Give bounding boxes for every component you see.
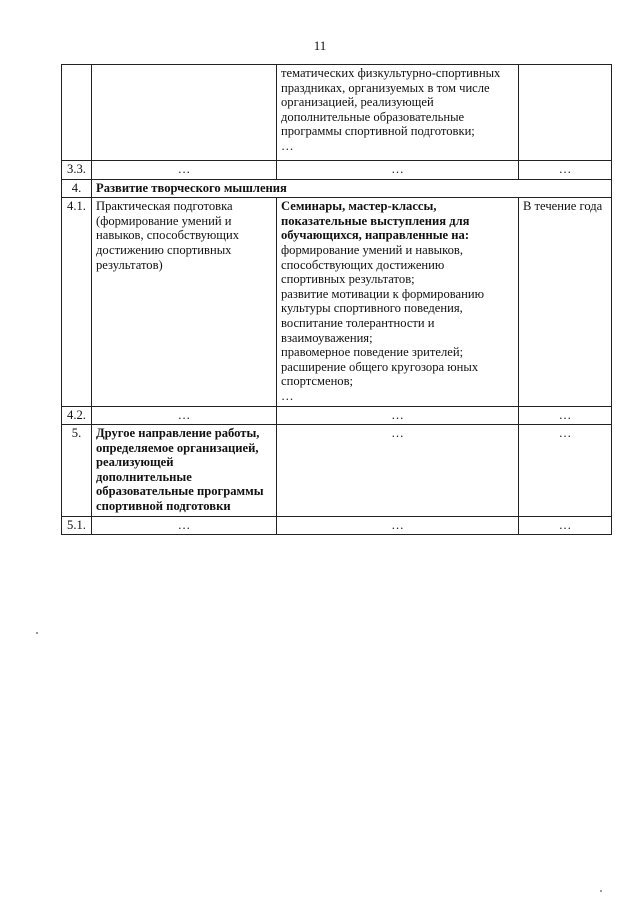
row-number-cell — [62, 65, 92, 161]
section-line: дополнительные — [96, 469, 192, 484]
table-row — [62, 179, 612, 198]
row-number-cell: 3.3. — [62, 161, 92, 180]
events-cell — [277, 65, 519, 161]
section-cell: … — [92, 516, 277, 535]
section-line: результатов) — [96, 257, 163, 272]
events-plan-table — [61, 64, 612, 535]
event-line: взаимоуважения; — [281, 330, 373, 345]
events-cell: … — [277, 161, 519, 180]
event-heading-line: показательные выступления для — [281, 213, 470, 228]
row-number-cell: 4. — [62, 179, 92, 198]
table-row — [62, 516, 612, 535]
section-cell: … — [92, 161, 277, 180]
event-line: дополнительные образовательные — [281, 109, 465, 124]
deadline-cell: … — [519, 406, 612, 425]
section-title: Развитие творческого мышления — [92, 179, 612, 198]
event-line: спортсменов; — [281, 374, 354, 389]
event-line: … — [281, 138, 294, 153]
events-cell: … — [277, 516, 519, 535]
event-line: праздниках, организуемых в том числе — [281, 80, 490, 95]
row-number-cell: 4.2. — [62, 406, 92, 425]
section-line: Другое направление работы, — [96, 426, 260, 441]
events-cell — [277, 198, 519, 406]
table-row — [62, 425, 612, 517]
section-line: спортивной подготовки — [96, 499, 231, 514]
event-line: правомерное поведение зрителей; — [281, 345, 464, 360]
deadline-cell — [519, 65, 612, 161]
section-line: реализующей — [96, 455, 174, 470]
section-cell: … — [92, 406, 277, 425]
row-number-cell: 5. — [62, 425, 92, 517]
page-number: 11 — [313, 38, 327, 53]
event-line: воспитание толерантности и — [281, 315, 435, 330]
event-line: тематических физкультурно-спортивных — [281, 66, 501, 80]
event-heading-line: обучающихся, направленные на: — [281, 228, 470, 243]
event-heading-line: Семинары, мастер-классы, — [281, 199, 437, 214]
event-line: развитие мотивации к формированию — [281, 286, 485, 301]
deadline-cell: … — [519, 425, 612, 517]
event-line: программы спортивной подготовки; — [281, 124, 475, 139]
deadline-cell: В течение года — [519, 198, 612, 406]
event-line: организацией, реализующей — [281, 95, 434, 110]
section-cell — [92, 65, 277, 161]
table-row — [62, 161, 612, 180]
section-line: определяемое организацией, — [96, 440, 259, 455]
events-cell: … — [277, 425, 519, 517]
table-row — [62, 406, 612, 425]
row-number-cell: 5.1. — [62, 516, 92, 535]
section-cell — [92, 198, 277, 406]
section-line: Практическая подготовка — [96, 199, 233, 214]
event-line: … — [281, 388, 294, 403]
table-row — [62, 198, 612, 406]
scan-speck — [600, 890, 602, 892]
section-line: образовательные программы — [96, 484, 264, 499]
event-line: формирование умений и навыков, — [281, 242, 464, 257]
section-line: (формирование умений и — [96, 213, 232, 228]
event-line: культуры спортивного поведения, — [281, 301, 463, 316]
events-cell: … — [277, 406, 519, 425]
event-line: расширение общего кругозора юных — [281, 359, 479, 374]
section-line: достижению спортивных — [96, 242, 232, 257]
event-line: спортивных результатов; — [281, 272, 415, 287]
section-line: навыков, способствующих — [96, 228, 240, 243]
section-cell — [92, 425, 277, 517]
table-row — [62, 65, 612, 161]
deadline-cell: … — [519, 516, 612, 535]
deadline-cell: … — [519, 161, 612, 180]
event-line: способствующих достижению — [281, 257, 445, 272]
row-number-cell: 4.1. — [62, 198, 92, 406]
scan-speck — [36, 632, 38, 634]
